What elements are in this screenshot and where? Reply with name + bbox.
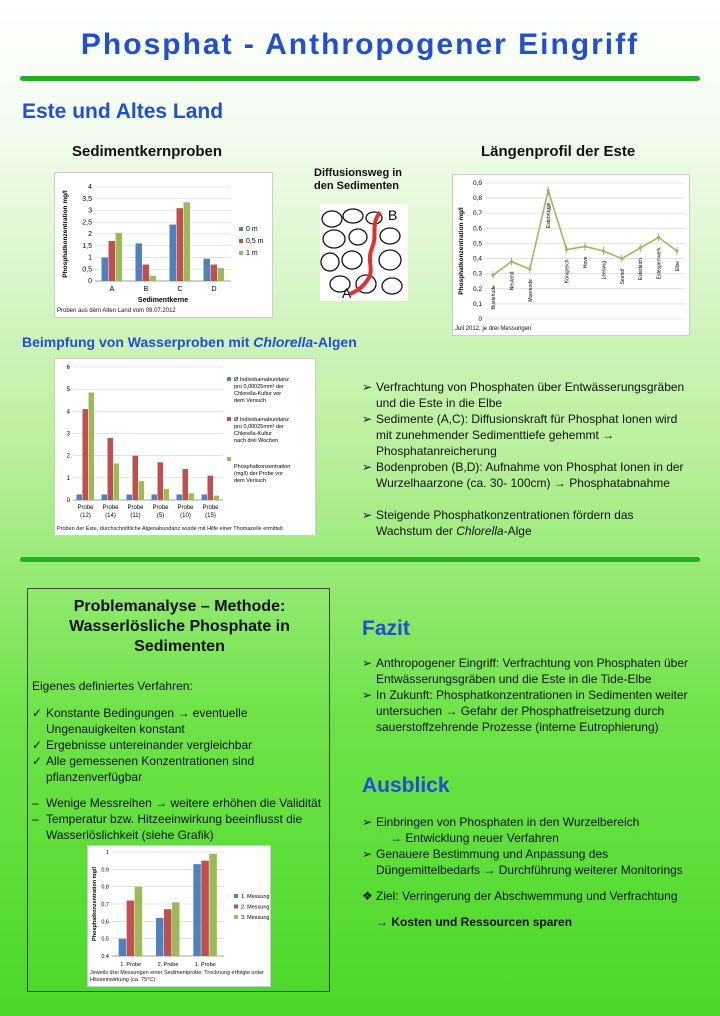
- x-tick-label: Estesperrwerk: [656, 247, 663, 280]
- y-tick-label: 0,8: [101, 884, 109, 891]
- drying-chart: [87, 845, 271, 987]
- data-point: [491, 274, 494, 277]
- diamond-bullet-icon: ❖: [362, 889, 373, 903]
- legend-swatch: [239, 227, 243, 231]
- divider-middle: [20, 557, 700, 562]
- diffusion-label-a: A: [342, 285, 352, 301]
- bar: [77, 494, 83, 500]
- x-tick-label: Hove: [583, 256, 589, 269]
- legend-swatch: [239, 251, 243, 255]
- bar: [164, 489, 170, 500]
- bar: [143, 265, 150, 281]
- bar: [152, 494, 158, 500]
- legend-label: 2. Messung: [241, 904, 270, 911]
- arrow-bullet-icon: ➢: [362, 688, 373, 702]
- diffusion-diagram: [320, 204, 408, 301]
- laengs-chart: [452, 174, 690, 336]
- problem-title: Problemanalyse – Methode: Wasserlösliche Phosphate in Sedimenten: [69, 598, 290, 655]
- y-tick-label: 1: [66, 475, 70, 482]
- legend-label: 0 m: [246, 226, 258, 233]
- beimpfung-heading-post: -Algen: [313, 334, 357, 350]
- bar: [156, 918, 164, 956]
- bar: [109, 241, 116, 281]
- arrow-bullet-icon: ➢: [362, 508, 373, 522]
- drying-chart-svg: [88, 846, 272, 988]
- x-tick-label: Elbe: [675, 261, 681, 272]
- bar: [201, 861, 209, 956]
- bar: [193, 864, 201, 956]
- bar: [127, 494, 133, 500]
- bar: [114, 463, 120, 500]
- data-point: [547, 189, 550, 192]
- y-tick-label: 0,9: [101, 867, 109, 874]
- sediment-chart-svg: [55, 173, 274, 319]
- bar: [150, 276, 157, 281]
- y-tick-label: 3: [66, 431, 70, 438]
- laengs-caption: Juli 2012, je drei Messungen: [455, 326, 532, 332]
- x-axis-label: Sedimentkerne: [137, 297, 189, 304]
- minus-item: – Temperatur bzw. Hitzeeinwirkung beeinflusst die Wasserlöslichkeit (siehe Grafik): [32, 812, 303, 842]
- y-axis-label: Phosphatkonzentration mg/l: [62, 190, 69, 278]
- legend-label: dem Versuch: [234, 398, 267, 404]
- y-tick-label: 0: [88, 278, 92, 285]
- legend-swatch: [234, 894, 238, 898]
- data-point: [675, 249, 678, 252]
- minus-item: – Wenige Messreihen → weitere erhöhen die Validität: [32, 796, 322, 810]
- data-point: [620, 257, 623, 260]
- y-tick-label: 0,5: [82, 266, 92, 274]
- drying-caption: Jeweils drei Messungen einer Sedimentprobe; Trocknung erfolgte unter Hitzeeinwirkung (ca. 75°C): [90, 970, 264, 983]
- bar: [89, 392, 95, 500]
- data-point: [602, 249, 605, 252]
- bar: [136, 243, 143, 281]
- section-heading-este: Este und Altes Land: [22, 100, 224, 123]
- legend-label: 3. Messung: [241, 915, 270, 921]
- beimpfung-chart: [54, 358, 316, 536]
- pebble: [379, 250, 401, 270]
- y-tick-label: 3: [88, 207, 92, 215]
- x-tick-label: (11): [130, 513, 141, 519]
- pebble: [343, 209, 363, 223]
- legend-label: Phosphatkonzentration: [234, 464, 291, 470]
- y-tick-label: 0,4: [472, 255, 482, 263]
- arrow-bullet-icon: ➢: [362, 815, 373, 829]
- diffusion-label-b: B: [388, 207, 398, 223]
- legend-label: dem Versuch: [234, 478, 267, 484]
- finding-item: ➢ Verfrachtung von Phosphaten über Entwässerungsgräben und die Este in die Elbe: [362, 380, 685, 410]
- bar: [116, 233, 123, 281]
- finding-item: ➢ Steigende Phosphatkonzentrationen fördern das Wachstum der Chlorella-Alge: [362, 508, 634, 538]
- bar: [170, 225, 177, 281]
- beimpfung-heading-pre: Beimpfung von Wasserproben mit: [22, 334, 254, 350]
- bar: [83, 409, 89, 500]
- bar: [218, 268, 225, 281]
- beimpfung-caption: Proben der Este, durchschnittliche Algenabundanz wurde mit Hilfe einer Thomazelle ermittelt: [57, 526, 283, 532]
- arrow-bullet-icon: ➢: [362, 380, 373, 394]
- y-axis-label: Phosphatkonzentration mg/l: [458, 207, 465, 295]
- x-tick-label: Probe: [152, 505, 169, 511]
- arrow-bullet-icon: ➢: [362, 656, 373, 670]
- bar: [133, 456, 139, 500]
- y-tick-label: 5: [66, 387, 70, 394]
- legend-swatch: [239, 239, 243, 243]
- problem-intro: Eigenes definiertes Verfahren:: [32, 679, 193, 693]
- y-tick-label: 0,9: [472, 180, 482, 187]
- legend-swatch: [227, 417, 231, 421]
- finding-item: ➢ Bodenproben (B,D): Aufnahme von Phosphat Ionen in der Wurzelhaarzone (ca. 30- 100cm) → Phosphatabnahme: [362, 460, 684, 490]
- legend-label: pro 0,00025mm³ der: [234, 384, 284, 390]
- dash-icon: –: [32, 796, 39, 810]
- bar: [214, 496, 220, 500]
- y-tick-label: 0,6: [472, 225, 482, 233]
- legend-label: 1. Messung: [241, 894, 270, 900]
- x-tick-label: Moorende: [527, 279, 534, 302]
- fazit-item: ➢ Anthropogener Eingriff: Verfrachtung von Phosphaten über Entwässerungsgräben und die Este in die Tide-Elbe: [362, 656, 688, 686]
- pebble: [342, 251, 362, 269]
- bar: [158, 462, 164, 500]
- y-tick-label: 1: [105, 850, 109, 856]
- data-point: [528, 268, 531, 271]
- legend-label: nach drei Wochen: [234, 438, 279, 444]
- bar: [208, 476, 214, 500]
- y-tick-label: 6: [66, 365, 70, 371]
- x-tick-label: (10): [180, 513, 191, 519]
- x-tick-label: Probe: [127, 505, 144, 511]
- y-tick-label: 2,5: [82, 219, 92, 227]
- legend-label: Chlorella-Kultur vor: [234, 391, 282, 397]
- x-tick-label: C: [177, 286, 183, 293]
- bar: [139, 481, 145, 500]
- checkmark-icon: ✓: [32, 706, 43, 720]
- data-point: [583, 245, 586, 248]
- y-tick-label: 4: [66, 409, 70, 416]
- divider-top: [20, 76, 700, 81]
- check-item: ✓ Konstante Bedingungen → eventuelle Ungenauigkeiten konstant: [32, 706, 248, 736]
- x-tick-label: Probe: [77, 505, 94, 511]
- problem-box: [27, 588, 330, 992]
- checkmark-icon: ✓: [32, 754, 43, 768]
- x-tick-label: Probe: [177, 505, 194, 511]
- y-tick-label: 0,3: [472, 270, 482, 278]
- x-tick-label: 1. Probe: [194, 962, 216, 968]
- diffusion-heading: [314, 167, 402, 193]
- beimpfung-chart-svg: [55, 359, 317, 537]
- bar: [172, 902, 180, 956]
- bar: [102, 258, 109, 282]
- ausblick-subitem: → Entwicklung neuer Verfahren: [390, 831, 559, 845]
- arrow-bullet-icon: ➢: [362, 460, 373, 474]
- bar: [119, 939, 127, 956]
- x-tick-label: B: [143, 286, 149, 293]
- legend-label: 0,5 m: [246, 238, 264, 245]
- bar: [164, 909, 172, 956]
- y-tick-label: 0,7: [472, 210, 482, 218]
- bar: [211, 265, 218, 281]
- y-tick-label: 0,4: [101, 954, 109, 960]
- x-tick-label: Leeswig: [601, 261, 608, 280]
- legend-label: Ø Individuenabundanz: [234, 417, 290, 423]
- ausblick-item: ➢ Einbringen von Phosphaten in den Wurzelbereich: [362, 815, 640, 829]
- fazit-list: [362, 655, 692, 735]
- fazit-item: ➢ In Zukunft: Phosphatkonzentrationen in Sedimenten weiter untersuchen → Gefahr der Phosphatfreisetzung durch sauerstoffzehrende Prozesse (interne Eutrophierung): [362, 688, 688, 734]
- x-tick-label: Königreich: [564, 259, 571, 284]
- legend-label: 1 m: [246, 250, 258, 257]
- sediment-chart: [54, 172, 273, 318]
- pebble: [322, 211, 342, 227]
- y-tick-label: 0,8: [472, 195, 482, 203]
- x-tick-label: 1. Probe: [120, 962, 142, 968]
- bar: [177, 208, 184, 281]
- y-tick-label: 4: [88, 184, 92, 191]
- bar: [202, 494, 208, 500]
- dash-icon: –: [32, 812, 39, 826]
- x-tick-label: Estedeich: [638, 257, 645, 280]
- data-point: [657, 236, 660, 239]
- bar: [209, 854, 217, 956]
- x-tick-label: Seehof: [619, 268, 626, 285]
- bar: [177, 494, 183, 500]
- ausblick-list: [362, 814, 692, 930]
- sediment-heading: Sedimentkernproben: [72, 143, 223, 160]
- y-tick-label: 1: [88, 254, 92, 262]
- y-tick-label: 0,7: [101, 902, 109, 908]
- y-tick-label: 0: [66, 498, 70, 504]
- beimpfung-heading: [22, 334, 357, 350]
- pebble: [349, 229, 367, 245]
- x-tick-label: Estebrügge: [546, 202, 553, 229]
- y-tick-label: 0,5: [472, 240, 482, 248]
- x-tick-label: Buxtehude: [491, 285, 497, 310]
- legend-swatch: [234, 905, 238, 909]
- y-tick-label: 0,1: [472, 300, 482, 308]
- diffusion-heading-line1: Diffusionsweg in: [314, 167, 402, 179]
- data-point: [639, 246, 642, 249]
- x-tick-label: (14): [105, 513, 116, 519]
- laengs-chart-svg: [453, 175, 691, 337]
- y-axis-label: Phosphatkonzentration mg/l: [92, 867, 98, 941]
- arrow-bullet-icon: ➢: [362, 847, 373, 861]
- data-point: [565, 248, 568, 251]
- bar: [184, 202, 191, 281]
- laengs-heading: Längenprofil der Este: [481, 143, 636, 160]
- x-tick-label: A: [109, 286, 115, 293]
- x-tick-label: Probe: [202, 505, 219, 511]
- sediment-caption: Proben aus dem Alten Land vom 09.07.2012: [57, 308, 176, 314]
- ausblick-item: ➢ Genauere Bestimmung und Anpassung des Düngemittelbedarfs → Durchführung weiterer Monitorings: [362, 847, 683, 877]
- legend-swatch: [227, 377, 231, 381]
- findings-list: [362, 379, 692, 539]
- bar: [127, 901, 135, 956]
- x-tick-label: (15): [205, 513, 216, 519]
- bar: [204, 259, 211, 281]
- bar: [135, 887, 143, 956]
- y-tick-label: 3,5: [82, 195, 92, 203]
- data-point: [510, 260, 513, 263]
- bar: [189, 493, 195, 500]
- legend-label: (mg/l) der Probe vor: [234, 471, 283, 477]
- pebble: [380, 228, 400, 244]
- y-tick-label: 2: [66, 453, 70, 460]
- ausblick-heading: Ausblick: [362, 774, 450, 797]
- legend-label: pro 0,00025mm³ der: [234, 424, 284, 430]
- poster-title: Phosphat - Anthropogener Eingriff: [80, 28, 640, 61]
- final-item: → Kosten und Ressourcen sparen: [376, 915, 573, 929]
- finding-item: ➢ Sedimente (A,C): Diffusionskraft für Phosphat Ionen wird mit zunehmender Sedimenttiefe gehemmt → Phosphatanreicherung: [362, 412, 678, 458]
- arrow-bullet-icon: ➢: [362, 412, 373, 426]
- pebble: [323, 230, 345, 248]
- beimpfung-heading-italic: Chlorella: [253, 334, 314, 350]
- x-tick-label: D: [211, 286, 217, 293]
- x-tick-label: (12): [80, 513, 91, 519]
- y-tick-label: 0: [478, 316, 482, 323]
- x-tick-label: Probe: [102, 505, 119, 511]
- problem-checks: [32, 705, 328, 785]
- problem-minus: [32, 795, 328, 843]
- ziel-item: ❖ Ziel: Verringerung der Abschwemmung und Verfrachtung: [362, 889, 678, 903]
- bar: [183, 469, 189, 500]
- check-item: ✓ Ergebnisse untereinander vergleichbar: [32, 738, 253, 752]
- y-tick-label: 0,2: [472, 285, 482, 293]
- diffusion-heading-line2: den Sedimenten: [314, 180, 399, 192]
- check-item: ✓ Alle gemessenen Konzentrationen sind pflanzenverfügbar: [32, 754, 255, 784]
- diffusion-svg: [320, 204, 408, 301]
- x-tick-label: Neuland: [509, 271, 516, 291]
- y-tick-label: 1,5: [82, 242, 92, 250]
- bar: [108, 438, 114, 500]
- legend-swatch: [234, 915, 238, 919]
- legend-label: Ø Individuenabundanz: [234, 377, 290, 383]
- pebble: [382, 278, 402, 294]
- x-tick-label: 2. Probe: [157, 962, 179, 968]
- pebble: [321, 253, 339, 271]
- y-tick-label: 0,6: [101, 919, 109, 926]
- y-tick-label: 0,5: [101, 936, 109, 943]
- legend-swatch: [227, 457, 231, 461]
- y-tick-label: 2: [88, 231, 92, 238]
- checkmark-icon: ✓: [32, 738, 43, 752]
- x-tick-label: (5): [156, 513, 165, 519]
- bar: [102, 494, 108, 500]
- fazit-heading: Fazit: [362, 617, 410, 640]
- legend-label: Chlorella-Kultur: [234, 431, 272, 437]
